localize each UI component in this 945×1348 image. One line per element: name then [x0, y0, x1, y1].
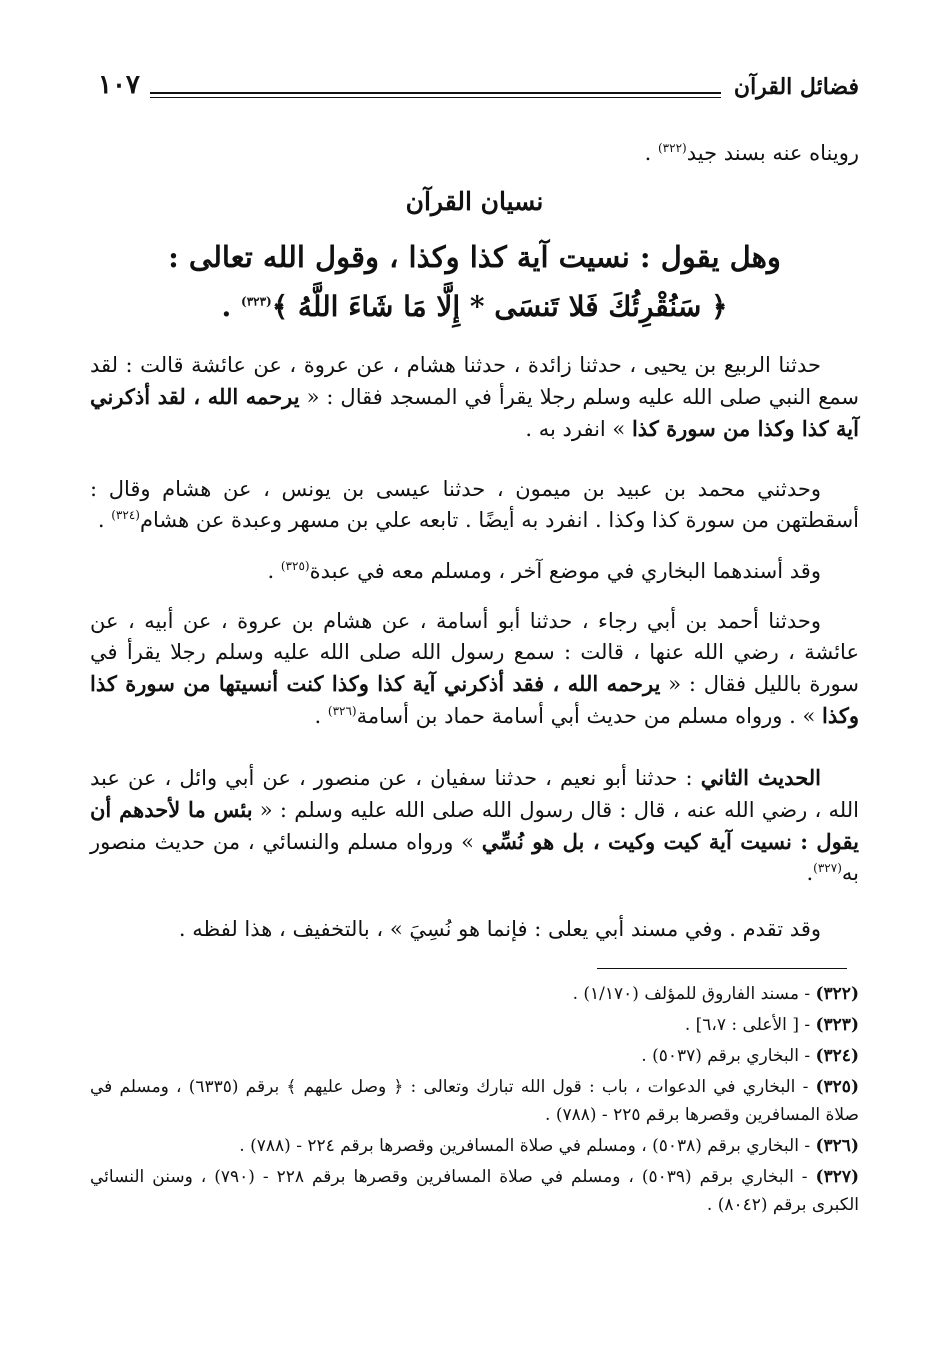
paragraph-text: : حدثنا أبو نعيم ، حدثنا سفيان ، عن منصور ، عن أبي وائل ، عن عبد الله ، رضي الله عنه ، قال : قال رسول الله صلى الله عليه وسلم : «	[90, 766, 859, 822]
paragraph-text: وقد أسندهما البخاري في موضع آخر ، ومسلم معه في عبدة	[309, 559, 821, 583]
verse-text: ﴿ سَنُقْرِئُكَ فَلا تَنسَى * إِلَّا مَا شَاءَ اللَّهُ ﴾	[271, 290, 728, 323]
paragraph-text: وحدثنا أحمد بن أبي رجاء ، حدثنا أبو أسامة ، عن هشام بن عروة ، عن أبيه ، عن عائشة ، رضي الله عنها ، قالت : سمع رسول الله صلى الله عليه وسلم رجلا يقرأ في سورة بالليل فقال : «	[90, 609, 860, 696]
footnote-text: - البخاري برقم (٥٠٣٨) ، ومسلم في صلاة المسافرين وقصرها برقم ٢٢٤ - (٧٨٨) .	[239, 1136, 816, 1156]
paragraph-1	[90, 350, 859, 445]
paragraph-text: » . ورواه مسلم من حديث أبي أسامة حماد بن أسامة	[356, 704, 822, 728]
footnote-number: (٣٢٧)	[815, 1167, 860, 1187]
hadith-quote: يرحمه الله ، لقد أذكرني آية كذا وكذا من سورة كذا	[90, 384, 859, 441]
header-rule-thin	[150, 97, 721, 98]
footnote	[90, 1073, 859, 1129]
paragraph-end: .	[267, 559, 281, 583]
paragraph-end: .	[806, 861, 814, 885]
footnote-number: (٣٢٣)	[815, 1015, 859, 1035]
header-rule	[150, 92, 721, 94]
paragraph-text: وقد تقدم . وفي مسند أبي يعلى : فإنما هو نُسِيَ » ، بالتخفيف ، هذا لفظه .	[178, 917, 821, 941]
footnote-ref: (٣٢٧)	[813, 861, 842, 875]
footnote-ref: (٣٢٥)	[280, 559, 310, 573]
section-subtitle: وهل يقول : نسيت آية كذا وكذا ، وقول الله تعالى :	[168, 240, 781, 274]
paragraph-6	[90, 914, 859, 945]
footnote-number: (٣٢٥)	[815, 1077, 859, 1097]
section-title: نسيان القرآن	[405, 187, 544, 216]
footnote	[90, 1042, 859, 1070]
footnote	[90, 1011, 859, 1039]
footnote-ref: (٣٢٢)	[657, 141, 687, 155]
footnote-ref: (٣٢٤)	[111, 508, 140, 522]
top-line-end: .	[644, 141, 658, 165]
paragraph-text: حدثنا الربيع بن يحيى ، حدثنا زائدة ، حدثنا هشام ، عن عروة ، عن عائشة قالت : لقد سمع النبي صلى الله عليه وسلم رجلا يقرأ في المسجد فقال : «	[90, 353, 859, 409]
footnote-number: (٣٢٤)	[815, 1046, 859, 1066]
paragraph-2	[90, 474, 859, 536]
hadith-quote: يرحمه الله ، فقد أذكرني آية كذا وكذا كنت أنسيتها من سورة كذا وكذا	[90, 671, 859, 728]
paragraph-text: وحدثني محمد بن عبيد بن ميمون ، حدثنا عيسى بن يونس ، عن هشام وقال : أسقطتهن من سورة كذا وكذا . انفرد به أيضًا . تابعه علي بن مسهر وعبدة عن هشام	[90, 477, 859, 532]
footnote-text: - البخاري برقم (٥٠٣٩) ، ومسلم في صلاة المسافرين وقصرها برقم ٢٢٨ - (٧٩٠) ، وسنن النسائي الكبرى برقم (٨٠٤٢) .	[90, 1167, 859, 1215]
paragraph-text: » انفرد به .	[525, 417, 632, 441]
footnote	[90, 980, 859, 1008]
paragraph-text: » ورواه مسلم والنسائي ، من حديث منصور به	[90, 830, 859, 885]
footnote-separator	[597, 968, 847, 969]
footnote	[90, 1163, 859, 1219]
footnote-ref: (٣٢٣)	[241, 294, 272, 309]
footnotes	[90, 980, 859, 1222]
top-line	[90, 138, 859, 169]
paragraph-4	[90, 606, 859, 732]
page-header	[88, 70, 859, 104]
footnote-number: (٣٢٢)	[815, 984, 859, 1004]
paragraph-5	[90, 762, 859, 889]
footnote-text: - [ الأعلى : ٦،٧] .	[684, 1015, 816, 1035]
hadith-label: الحديث الثاني	[700, 765, 821, 790]
verse-end: .	[221, 290, 241, 323]
paragraph-end: .	[314, 704, 328, 728]
footnote-ref: (٣٢٦)	[327, 704, 357, 718]
footnote-number: (٣٢٦)	[815, 1136, 859, 1156]
page-number: ١٠٧	[98, 70, 140, 100]
book-title: فضائل القرآن	[733, 74, 859, 100]
footnote	[90, 1132, 859, 1160]
top-line-text: رويناه عنه بسند جيد	[686, 141, 859, 165]
quran-verse	[90, 290, 859, 323]
footnote-text: - البخاري في الدعوات ، باب : قول الله تبارك وتعالى : ﴿ وصل عليهم ﴾ برقم (٦٣٣٥) ، ومسلم في صلاة المسافرين وقصرها برقم ٢٢٥ - (٧٨٨) .	[90, 1077, 859, 1125]
footnote-text: - البخاري برقم (٥٠٣٧) .	[641, 1046, 816, 1066]
footnote-text: - مسند الفاروق للمؤلف (١/١٧٠) .	[572, 984, 816, 1004]
paragraph-end: .	[97, 508, 112, 532]
paragraph-3	[90, 556, 859, 587]
hadith-quote: بئس ما لأحدهم أن يقول : نسيت آية كيت وكيت ، بل هو نُسِّي	[90, 797, 859, 854]
